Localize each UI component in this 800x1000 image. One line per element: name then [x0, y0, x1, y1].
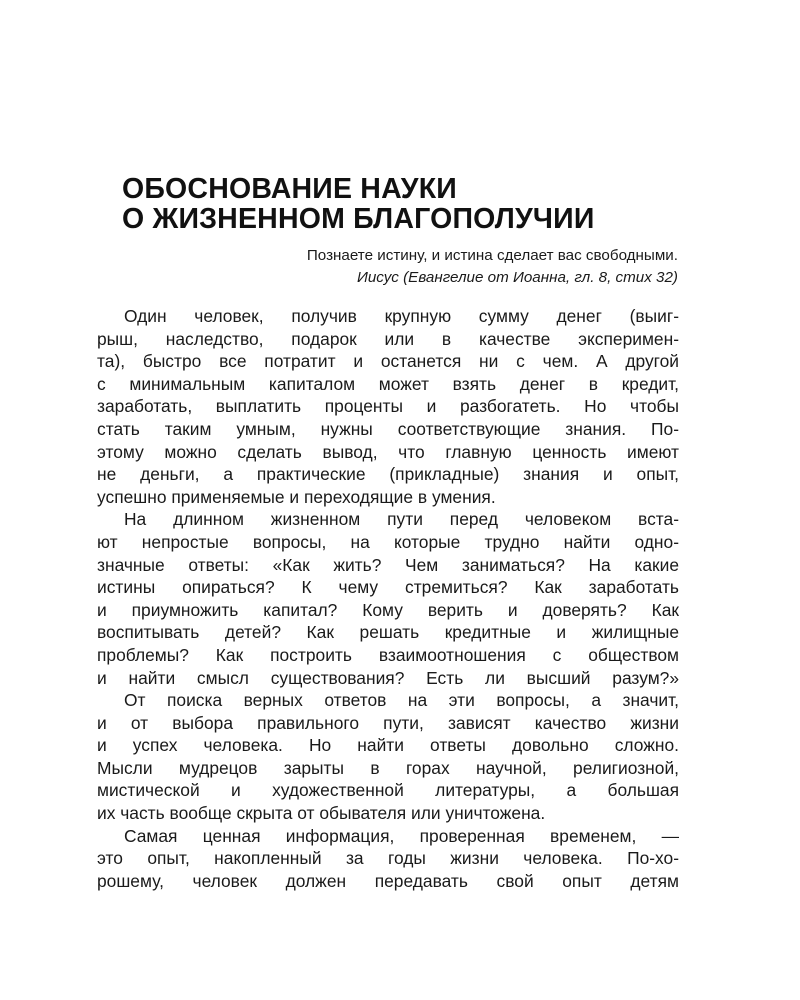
body-line: и найти смысл существования? Есть ли высший разум?» [97, 667, 679, 688]
body-line: и приумножить капитал? Кому верить и доверять? Как [97, 599, 679, 620]
body-line: На длинном жизненном пути перед человеком вста- [124, 509, 679, 530]
body-line: и успех человека. Но найти ответы довольно сложно. [97, 735, 679, 756]
body-line: та), быстро все потратит и останется ни с чем. А другой [97, 351, 679, 372]
body-line: и от выбора правильного пути, зависят качество жизни [97, 712, 679, 733]
body-text [97, 305, 679, 892]
body-line: проблемы? Как построить взаимоотношения с обществом [97, 644, 679, 665]
body-line: От поиска верных ответов на эти вопросы, а значит, [124, 690, 679, 711]
body-line: воспитывать детей? Как решать кредитные и жилищные [97, 622, 679, 643]
body-line: Один человек, получив крупную сумму денег (выиг- [124, 306, 679, 326]
body-line: мистической и художественной литературы, а большая [97, 780, 679, 801]
epigraph [158, 245, 678, 289]
body-line: стать таким умным, нужны соответствующие знания. По- [97, 418, 679, 439]
epigraph-attribution: Иисус (Евангелие от Иоанна, гл. 8, стих 32) [356, 269, 678, 286]
chapter-title-line-2: О ЖИЗНЕННОМ БЛАГОПОЛУЧИИ [122, 203, 595, 235]
body-line: значные ответы: «Как жить? Чем заниматься? На какие [97, 554, 679, 575]
body-line: заработать, выплатить проценты и разбогатеть. Но чтобы [97, 396, 679, 417]
body-line: Самая ценная информация, проверенная временем, — [124, 825, 679, 846]
body-line: ют непростые вопросы, на которые трудно найти одно- [97, 531, 679, 552]
body-line: Мысли мудрецов зарыты в горах научной, религиозной, [97, 757, 679, 778]
body-line: рыш, наследство, подарок или в качестве эксперимен- [97, 328, 679, 349]
epigraph-quote: Познаете истину, и истина сделает вас свободными. [306, 247, 678, 264]
chapter-title-line-1: ОБОСНОВАНИЕ НАУКИ [122, 173, 457, 205]
chapter-title [122, 174, 722, 234]
body-line: успешно применяемые и переходящие в умения. [97, 486, 496, 507]
body-line: их часть вообще скрыта от обывателя или уничтожена. [97, 803, 546, 824]
body-line: с минимальным капиталом может взять денег в кредит, [97, 373, 679, 394]
body-line: рошему, человек должен передавать свой опыт детям [97, 870, 679, 891]
body-line: истины опираться? К чему стремиться? Как заработать [97, 577, 679, 598]
body-line: не деньги, а практические (прикладные) знания и опыт, [97, 464, 679, 485]
body-line: этому можно сделать вывод, что главную ценность имеют [97, 441, 679, 462]
body-line: это опыт, накопленный за годы жизни человека. По-хо- [97, 848, 679, 869]
